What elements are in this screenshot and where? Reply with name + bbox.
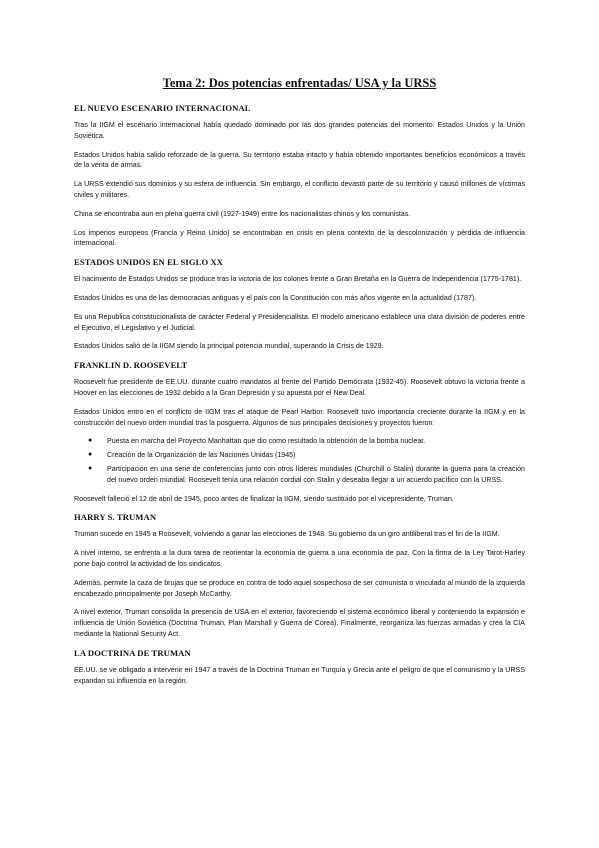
- paragraph: Roosevelt fue presidente de EE.UU. durante cuatro mandatos al frente del Partido Demócrata (1932-45). Roosevelt obtuvo la victoria frente a Hoover en las elecciones de 1932 debido a la Gran Depresión y su apuesta por el New Deal.: [74, 378, 525, 397]
- bullet-dot-icon: ●: [88, 437, 93, 445]
- paragraph: Estados Unidos es una de las democracias antiguas y el país con la Constitución con más años vigente en la actualidad (1787).: [74, 293, 477, 302]
- bullet-item: [88, 464, 525, 486]
- paragraph: Roosevelt falleció el 12 de abril de 1945, poco antes de finalizar la IIGM, siendo sustituido por el vicepresidente, Truman.: [74, 494, 454, 503]
- paragraph: Truman sucede en 1945 a Roosevelt, volviendo a ganar las elecciones de 1948. Su gobierno da un giro antiliberal tras el fin de la IIGM.: [74, 530, 500, 539]
- bullet-dot-icon: ●: [88, 451, 93, 459]
- section-heading: HARRY S. TRUMAN: [74, 512, 157, 523]
- paragraph: Estados Unidos salió de la IIGM siendo la principal potencia mundial, superando la Crisis de 1929.: [74, 342, 384, 351]
- bullet-item: [88, 450, 525, 461]
- paragraph: China se encontraba aun en plena guerra civil (1927-1949) entre los nacionalistas chinos y los comunistas.: [74, 209, 411, 218]
- section-heading: FRANKLIN D. ROOSEVELT: [74, 360, 188, 371]
- paragraph: Estados Unidos había salido reforzado de la guerra. Su territorio estaba intacto y había obtenido importantes beneficios económicos a través de la venta de armas.: [74, 150, 525, 170]
- paragraph: Es una Republica constitucionalista de carácter Federal y Presidencialista. El modelo americano establece una clara división de poderes entre el Ejecutivo, el Legislativo y el Judicial.: [74, 312, 525, 332]
- paragraph: Tras la IIGM el escenario internacional había quedado dominado por las dos grandes potencias del momento: Estados Unidos y la Unión Soviética.: [74, 121, 525, 140]
- paragraph: El nacimiento de Estados Unidos se produce tras la victoria de los colones frente a Gran Bretaña en la Guerra de Independencia (1775-1781).: [74, 275, 522, 284]
- bullet-item: [88, 436, 525, 447]
- bullet-dot-icon: ●: [88, 464, 93, 472]
- paragraph: EE.UU. se ve obligado a intervenir en 1947 a través de la Doctrina Truman en Turquía y Grecia ante el peligro de que el comunismo y la URSS expandan su influencia en la región.: [74, 665, 525, 685]
- section-heading: LA DOCTRINA DE TRUMAN: [74, 647, 191, 658]
- page-title: Tema 2: Dos potencias enfrentadas/ USA y la URSS: [162, 76, 437, 90]
- paragraph: Además, permite la caza de brujas que se produce en contra de todo aquel sospechoso de ser comunista o vinculado al mundo de la izquierda encabezado principalmente por Joseph McCarthy.: [74, 578, 525, 598]
- paragraph: La URSS extendió sus dominios y su esfera de influencia. Sin embargo, el conflicto devastó parte de su territorio y causó millones de víctimas civiles y militares.: [74, 180, 525, 199]
- bullet-list: [74, 436, 525, 485]
- paragraph: A nivel exterior, Truman consolida la presencia de USA en el exterior, favoreciendo el sistema económico liberal y conteniendo la expansión e influencia de Unión Soviética (Doctrina Truman, Plan Marshall y Guerra de Corea). Finalmente, reorganiza las fuerzas armadas y crea la CIA mediante la National Security Act.: [74, 608, 525, 638]
- bullet-text: Puesta en marcha del Proyecto Manhattan que dio como resultado la obtención de la bomba nuclear.: [107, 437, 426, 446]
- bullet-text: Participación en una serie de conferencias junto con otros líderes mundiales (Churchill o Stalin) durante la guerra para la creación del nuevo orden mundial. Roosevelt tenía una relación cordial con Stalin y deseaba llegar a un acuerdo pacífico con la URSS.: [107, 464, 525, 484]
- section-heading: ESTADOS UNIDOS EN EL SIGLO XX: [74, 257, 224, 268]
- paragraph: A nivel interno, se enfrenta a la dura tarea de reorientar la economía de guerra a una economía de paz. Con la firma de la Ley Tarot-Harley pone bajo control la actividad de los sindicatos.: [74, 549, 525, 568]
- section-heading: EL NUEVO ESCENARIO INTERNACIONAL: [74, 103, 251, 113]
- bullet-text: Creación de la Organización de las Naciones Unidas (1945): [107, 451, 296, 460]
- paragraph: Los imperios europeos (Francia y Reino Unido) se encontraban en crisis en plena contexto de la descolonización y pérdida de influencia internacional.: [74, 228, 525, 248]
- paragraph: Estados Unidos entro en el conflicto de IIGM tras el ataque de Pearl Harbor. Roosevelt tuvo importancia creciente durante la IIGM y en la construcción del nuevo orden mundial tras la posguerra. Algunos de sus principales decisiones y proyectos fueron:: [74, 407, 525, 427]
